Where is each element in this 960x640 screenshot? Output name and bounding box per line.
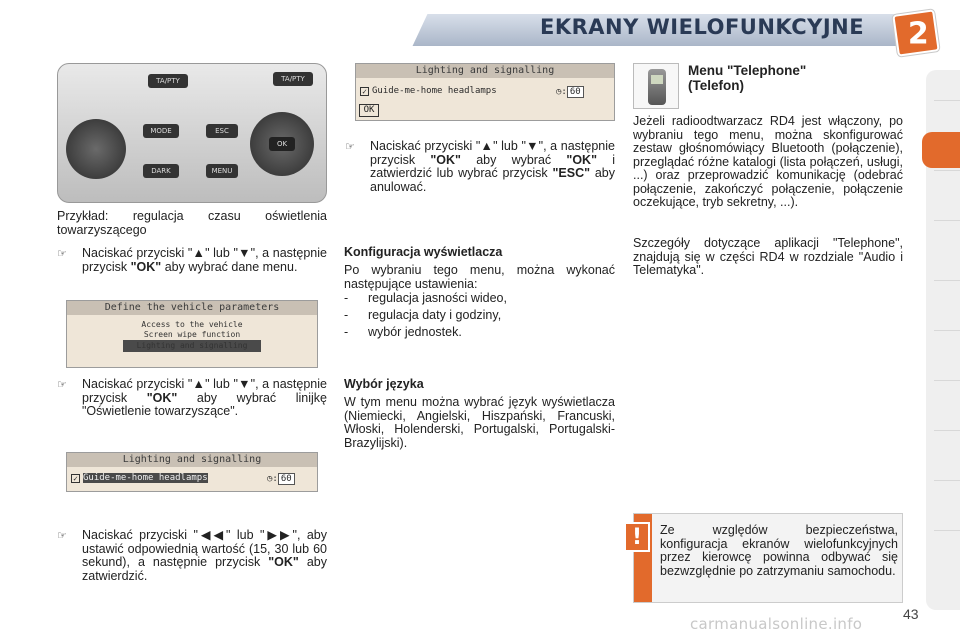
list-item: - regulacja daty i godziny,: [344, 307, 615, 324]
mode-button: MODE: [143, 124, 179, 138]
step-text: aby wybrać: [460, 152, 567, 167]
screen-value: [556, 86, 584, 98]
language-text: W tym menu można wybrać język wyświetlacza (Niemiecki, Angielski, Hiszpański, Francuski, Włoski, Holenderski, Portugalski, Portugalski-Brazylijski).: [344, 395, 615, 450]
screen-lighting-signalling: [66, 452, 318, 492]
step-confirm: [345, 139, 616, 194]
dark-button: DARK: [143, 164, 179, 178]
ok-button: OK: [269, 137, 295, 151]
page-number: 43: [903, 606, 919, 622]
screen-line: Access to the vehicle: [141, 320, 243, 329]
screen-row: [71, 473, 208, 483]
display-config-intro: Po wybraniu tego menu, można wykonać następujące ustawienia:: [344, 263, 615, 291]
control-panel-photo: [57, 63, 327, 203]
screen-row-label: Guide-me-home headlamps: [83, 473, 208, 483]
tab-divider: [934, 280, 960, 281]
step-text: Naciskać przyciski "▲" lub "▼", a następnie przycisk: [370, 139, 615, 167]
step-text: Naciskać przyciski "▲" lub "▼", a następnie przycisk: [82, 377, 327, 405]
photo-caption: Przykład: regulacja czasu oświetlenia towarzyszącego: [57, 209, 327, 237]
step-text: Naciskać przyciski "◀◀" lub "▶▶", aby ustawić odpowiednią wartość (15, 30 lub 60 sekund), a następnie przycisk: [82, 528, 327, 569]
language-heading: Wybór języka: [344, 377, 424, 391]
clock-icon: ◷:: [556, 87, 567, 97]
esc-button: ESC: [206, 124, 238, 138]
step-text: aby wybrać dane menu.: [161, 259, 298, 274]
step-select-menu: [57, 246, 327, 274]
active-chapter-tab: [922, 132, 960, 168]
step-set-value: [57, 528, 327, 583]
page-title: EKRANY WIELOFUNKCYJNE: [540, 15, 865, 39]
tab-divider: [934, 430, 960, 431]
step-text: Naciskać przyciski "▲" lub "▼", a następnie przycisk: [82, 246, 327, 274]
checkbox-icon: ✓: [360, 87, 369, 96]
tab-divider: [934, 100, 960, 101]
step-text: aby anulować.: [370, 166, 615, 194]
tab-divider: [934, 480, 960, 481]
value-box: 60: [567, 86, 584, 98]
ok-label: "OK": [146, 390, 178, 405]
pointer-icon: ☞: [57, 378, 67, 391]
ta-pty-button: TA/PTY: [273, 72, 313, 86]
list-item: - wybór jednostek.: [344, 324, 615, 341]
screen-title: Lighting and signalling: [356, 64, 614, 78]
chapter-badge: [892, 9, 939, 56]
display-config-heading: Konfiguracja wyświetlacza: [344, 245, 503, 259]
page-header: [0, 0, 960, 50]
step-text: i zatwierdzić lub wybrać przycisk: [370, 152, 616, 180]
safety-warning-box: [633, 513, 903, 603]
warning-text: Ze względów bezpieczeństwa, konfiguracja ekranów wielofunkcyjnych przez kierowcę powinna odbywać się bezwzględnie po zatrzymaniu samochodu.: [660, 523, 898, 578]
ok-label: "OK": [130, 259, 162, 274]
tab-divider: [934, 380, 960, 381]
tab-divider: [934, 220, 960, 221]
ok-label: "OK": [430, 152, 461, 167]
ok-label: "OK": [268, 555, 299, 569]
screen-value: [267, 473, 295, 485]
checkbox-icon: ✓: [71, 474, 80, 483]
step-text: aby wybrać linijkę "Oświetlenie towarzyszące".: [82, 390, 327, 418]
tab-divider: [934, 330, 960, 331]
clock-icon: ◷:: [267, 474, 278, 484]
phone-icon: [633, 63, 679, 109]
screen-vehicle-parameters: [66, 300, 318, 368]
telephone-heading-line2: (Telefon): [688, 78, 744, 93]
telephone-paragraph: Jeżeli radioodtwarzacz RD4 jest włączony, po wybraniu tego menu, można skonfigurować zestaw głośnomówiący Bluetooth (połączenie), przeglądać różne katalogi (lista połączeń, usługi, ...) oraz przeprowadzić komunikację (odebrać połączenie, zakończyć połączenie, połączenie oczekujące, tryb sekretny, ...).: [633, 114, 903, 209]
left-knob: [66, 119, 126, 179]
tab-divider: [934, 530, 960, 531]
value-box: 60: [278, 473, 295, 485]
pointer-icon: ☞: [57, 247, 67, 260]
step-select-line: [57, 377, 327, 419]
step-text: aby zatwierdzić.: [82, 555, 327, 583]
chapter-number: 2: [907, 16, 929, 52]
warning-icon: !: [624, 522, 650, 552]
watermark: carmanualsonline.info: [690, 615, 863, 633]
pointer-icon: ☞: [345, 140, 355, 153]
phone-body: [648, 69, 666, 105]
menu-button: MENU: [206, 164, 238, 178]
telephone-heading-line1: Menu "Telephone": [688, 63, 807, 78]
display-config-list: [344, 290, 615, 341]
screen-lighting-signalling-confirm: [355, 63, 615, 121]
tab-divider: [934, 170, 960, 171]
mode-button: TA/PTY: [148, 74, 188, 88]
screen-row-label: Guide-me-home headlamps: [372, 86, 497, 96]
screen-title: Lighting and signalling: [67, 453, 317, 467]
screen-title: Define the vehicle parameters: [67, 301, 317, 315]
telephone-paragraph-2: Szczegóły dotyczące aplikacji "Telephone", znajdują się w części RD4 w rozdziale "Audio i Telematyka".: [633, 236, 903, 277]
pointer-icon: ☞: [57, 529, 67, 542]
screen-line: Screen wipe function: [143, 330, 241, 339]
list-item: - regulacja jasności wideo,: [344, 290, 615, 307]
phone-screen: [651, 75, 663, 84]
screen-ok-box: OK: [359, 104, 379, 117]
screen-selected-line: Lighting and signalling: [123, 340, 261, 352]
screen-row: [360, 86, 497, 96]
ok-label: "OK": [566, 152, 598, 167]
esc-label: "ESC": [552, 166, 591, 180]
